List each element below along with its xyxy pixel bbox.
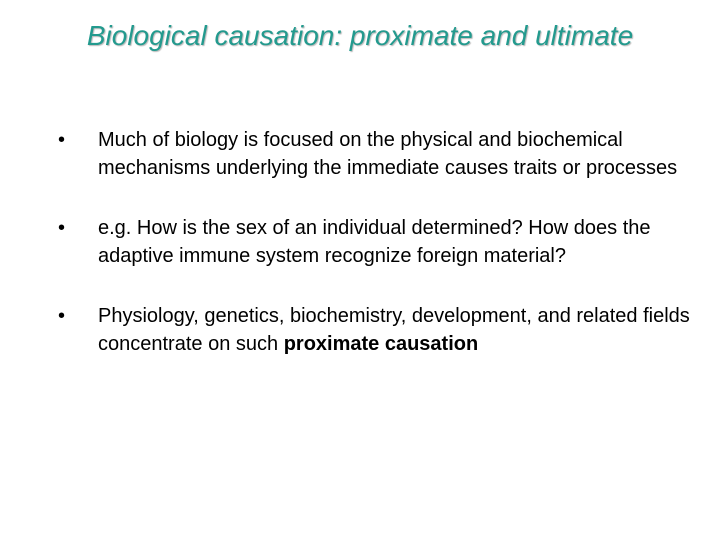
bullet-text: Physiology, genetics, biochemistry, development, and related fields concentrate on such xyxy=(98,305,690,355)
bullet-item-3 xyxy=(58,302,698,358)
bullet-marker: • xyxy=(58,217,66,239)
bullet-list xyxy=(58,126,698,390)
bullet-item-1 xyxy=(58,126,698,182)
slide-title: Biological causation: proximate and ultimate xyxy=(86,20,634,51)
bullet-marker: • xyxy=(58,305,66,327)
bullet-text: Much of biology is focused on the physical and biochemical mechanisms underlying the immediate causes traits or processes xyxy=(98,129,678,179)
bullet-marker: • xyxy=(58,129,66,151)
bullet-emphasis: proximate causation xyxy=(283,333,479,355)
bullet-text: e.g. How is the sex of an individual determined? How does the adaptive immune system recognize foreign material? xyxy=(98,217,651,267)
bullet-item-2 xyxy=(58,214,698,270)
